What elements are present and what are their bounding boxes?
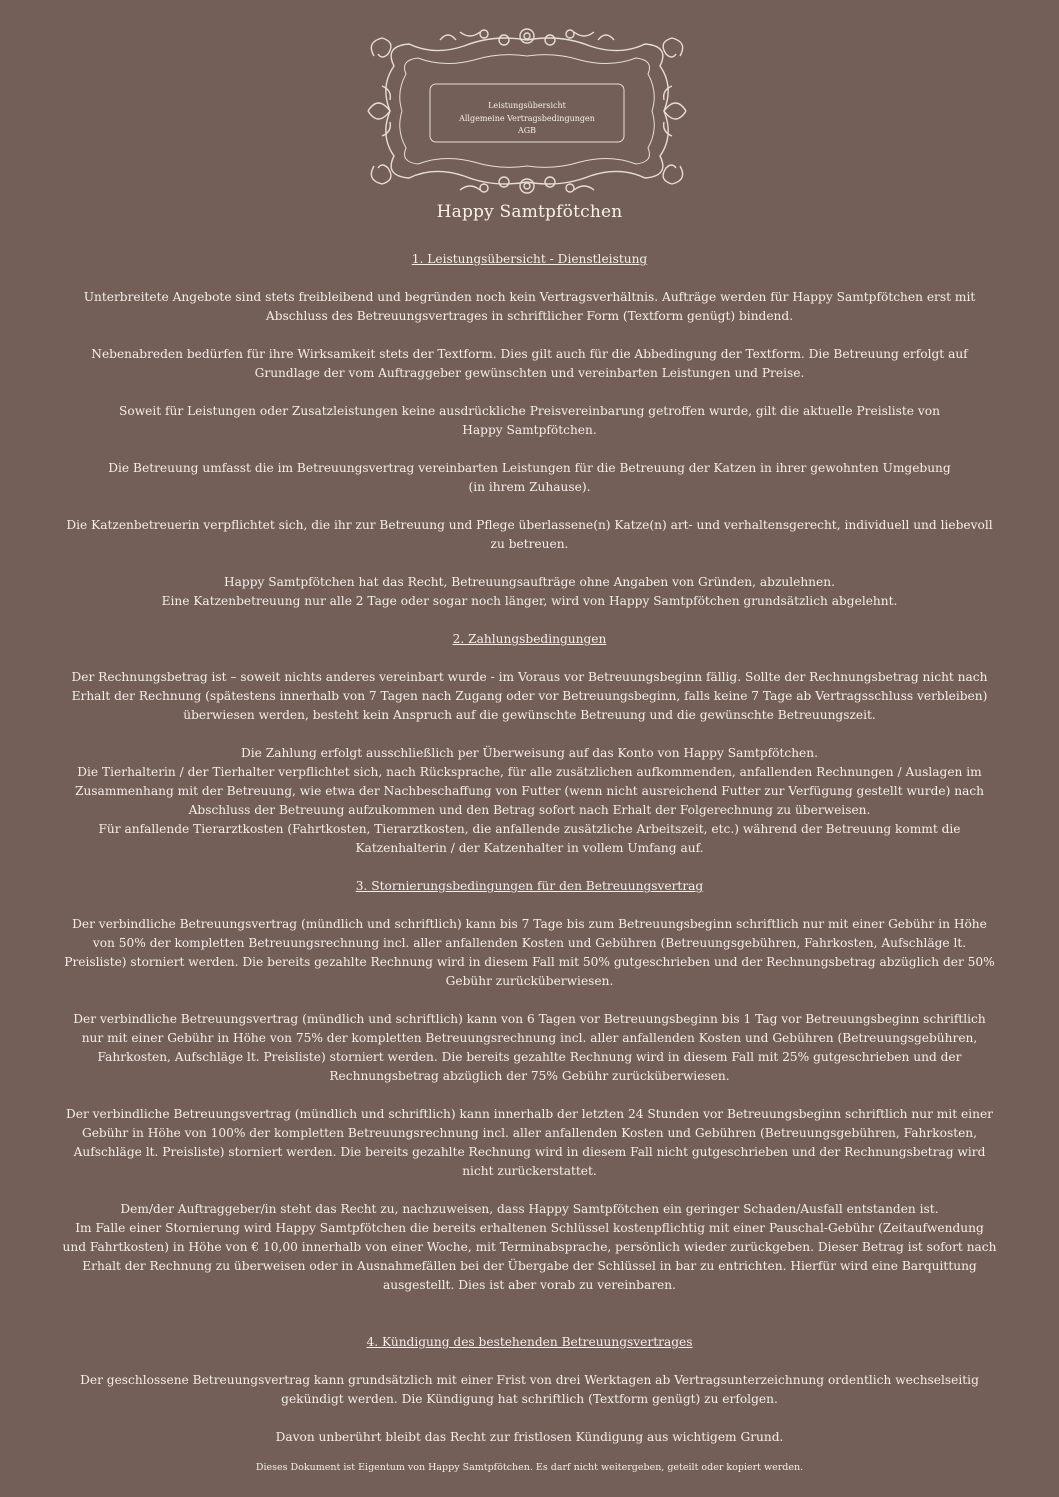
text-line: Aufschläge lt. Preisliste) storniert werden. Die bereits gezahlte Rechnung wird in diesem Fall nicht gutgeschrieben und der Rechnungsbetrag wird [73,1145,986,1159]
text-line: von 50% der kompletten Betreuungsrechnung incl. aller anfallenden Kosten und Gebühren (Betreuungsgebühren, Fahrkosten, Aufschläge lt. [92,936,967,950]
text-line: Der verbindliche Betreuungsvertrag (mündlich und schriftlich) kann bis 7 Tage bis zum Betreuungsbeginn schriftlich nur mit einer Gebühr in Höhe [72,917,987,931]
text-line: Erhalt der Rechnung zu überweisen oder in Ausnahmefällen bei der Übergabe der Schlüssel in bar zu entrichten. Hierfür wird eine Barquittung [82,1259,977,1273]
text-line: Gebühr zurücküberwiesen. [445,974,614,988]
text-line: Die Betreuung umfasst die im Betreuungsvertrag vereinbarten Leistungen für die Betreuung der Katzen in ihrer gewohnten Umgebung [108,461,951,475]
paragraph [44,668,1015,725]
frame-caption [364,100,690,138]
paragraph [44,1428,1015,1447]
text-line: Zusammenhang mit der Betreuung, wie etwa der Nachbeschaffung von Futter (wenn nicht ausreichend Futter zur Verfügung gestellt wurde) nach [74,784,985,798]
text-line: Grundlage der vom Auftraggeber gewünschten und vereinbarten Leistungen und Preise. [254,366,805,380]
document-body [44,250,1015,1447]
text-line: Davon unberührt bleibt das Recht zur fristlosen Kündigung aus wichtigem Grund. [275,1430,784,1444]
text-line: Eine Katzenbetreuung nur alle 2 Tage oder sogar noch länger, wird von Happy Samtpfötchen grundsätzlich abgelehnt. [161,594,898,608]
text-line: zu betreuen. [490,537,569,551]
text-line: (in ihrem Zuhause). [468,480,591,494]
ornamental-frame [364,26,690,196]
text-line: Abschluss der Betreuung aufzukommen und den Betrag sofort nach Erhalt der Folgerechnung zu überweisen. [188,803,871,817]
text-line: Gebühr in Höhe von 100% der kompletten Betreuungsrechnung incl. aller anfallenden Kosten und Gebühren (Betreuungsgebühren, Fahrkosten, [81,1126,978,1140]
text-line: Happy Samtpfötchen hat das Recht, Betreuungsaufträge ohne Angaben von Gründen, abzulehnen. [224,575,835,589]
text-line: überwiesen werden, besteht kein Anspruch auf die gewünschte Betreuung und die gewünschte Betreuungszeit. [183,708,876,722]
text-line: und Fahrtkosten) in Höhe von € 10,00 innerhalb von einer Woche, mit Terminabsprache, persönlich wieder zurückgeben. Dieser Betrag ist sofort nach [62,1240,997,1254]
paragraph [44,459,1015,497]
text-line: ausgestellt. Dies ist aber vorab zu vereinbaren. [383,1278,676,1292]
paragraph [44,288,1015,326]
paragraph [44,1105,1015,1181]
text-line: Rechnungsbetrag abzüglich der 75% Gebühr zurücküberwiesen. [329,1069,730,1083]
text-line: Im Falle einer Stornierung wird Happy Samtpfötchen die bereits erhaltenen Schlüssel kostenpflichtig mit einer Pauschal-Gebühr (Zeitaufwendung [75,1221,984,1235]
paragraph [44,1200,1015,1295]
paragraph [44,1371,1015,1409]
text-line: Der geschlossene Betreuungsvertrag kann grundsätzlich mit einer Frist von drei Werktagen ab Vertragsunterzeichnung ordentlich wechselseitig [80,1373,979,1387]
frame-line-agb: AGB [517,126,537,135]
text-line: Die Zahlung erfolgt ausschließlich per Überweisung auf das Konto von Happy Samtpfötchen. [241,746,818,760]
text-line: Dem/der Auftraggeber/in steht das Recht zu, nachzuweisen, dass Happy Samtpfötchen ein geringer Schaden/Ausfall entstanden ist. [120,1202,939,1216]
text-line: nur mit einer Gebühr in Höhe von 75% der kompletten Betreuungsrechnung incl. aller anfallenden Kosten und Gebühren (Betreuungsgebühren, [81,1031,978,1045]
paragraph [44,573,1015,611]
text-line: nicht zurückerstattet. [462,1164,597,1178]
paragraph [44,915,1015,991]
text-line: Für anfallende Tierarztkosten (Fahrtkosten, Tierarztkosten, die anfallende zusätzliche Arbeitszeit, etc.) während der Betreuung kommt die [98,822,961,836]
text-line: Der Rechnungsbetrag ist – soweit nichts anderes vereinbart wurde - im Voraus vor Betreuungsbeginn fällig. Sollte der Rechnungsbetrag nicht nach [71,670,988,684]
text-line: Preisliste) storniert werden. Die bereits gezahlte Rechnung wird in diesem Fall mit 50% gutgeschrieben und der Rechnungsbetrag abzüglich der 50% [64,955,995,969]
text-line: Der verbindliche Betreuungsvertrag (mündlich und schriftlich) kann innerhalb der letzten 24 Stunden vor Betreuungsbeginn schriftlich nur mit einer [65,1107,994,1121]
frame-line-terms: Allgemeine Vertragsbedingungen [459,113,595,123]
section-heading: 4. Kündigung des bestehenden Betreuungsvertrages [366,1335,693,1349]
text-line: Die Tierhalterin / der Tierhalter verpflichtet sich, nach Rücksprache, für alle zusätzlichen aufkommenden, anfallenden Rechnungen / Auslagen im [77,765,982,779]
text-line: Katzenhalterin / der Katzenhalter in vollem Umfang auf. [355,841,704,855]
paragraph [44,402,1015,440]
text-line: Der verbindliche Betreuungsvertrag (mündlich und schriftlich) kann von 6 Tagen vor Betreuungsbeginn bis 1 Tag vor Betreuungsbeginn schriftlich [73,1012,986,1026]
text-line: Erhalt der Rechnung (spätestens innerhalb von 7 Tagen nach Zugang oder vor Betreuungsbeginn, falls keine 7 Tage ab Vertragsschluss verbleiben) [71,689,988,703]
text-line: Soweit für Leistungen oder Zusatzleistungen keine ausdrückliche Preisvereinbarung getroffen wurde, gilt die aktuelle Preisliste von [119,404,940,418]
section-heading: 2. Zahlungsbedingungen [452,632,607,646]
text-line: gekündigt werden. Die Kündigung hat schriftlich (Textform genügt) zu erfolgen. [281,1392,778,1406]
paragraph [44,744,1015,858]
footer-notice: Dieses Dokument ist Eigentum von Happy Samtpfötchen. Es darf nicht weitergeben, geteilt oder kopiert werden. [255,1462,804,1473]
text-line: Nebenabreden bedürfen für ihre Wirksamkeit stets der Textform. Dies gilt auch für die Abbedingung der Textform. Die Betreuung erfolgt auf [91,347,968,361]
section-heading: 3. Stornierungsbedingungen für den Betreuungsvertrag [355,879,704,893]
section-heading: 1. Leistungsübersicht - Dienstleistung [411,252,648,266]
text-line: Die Katzenbetreuerin verpflichtet sich, die ihr zur Betreuung und Pflege überlassene(n) Katze(n) art- und verhaltensgerecht, individuell und liebevoll [66,518,993,532]
paragraph [44,516,1015,554]
frame-line-overview: Leistungsübersicht [488,101,566,110]
text-line: Unterbreitete Angebote sind stets freibleibend und begründen noch kein Vertragsverhältnis. Aufträge werden für Happy Samtpfötchen erst mit [83,290,976,304]
paragraph [44,345,1015,383]
paragraph [44,1010,1015,1086]
text-line: Abschluss des Betreuungsvertrages in schriftlicher Form (Textform genügt) bindend. [265,309,794,323]
text-line: Happy Samtpfötchen. [462,423,597,437]
brand-title: Happy Samtpfötchen [436,202,623,222]
text-line: Fahrkosten, Aufschläge lt. Preisliste) storniert werden. Die bereits gezahlte Rechnung wird in diesem Fall mit 25% gutgeschrieben und der [97,1050,962,1064]
